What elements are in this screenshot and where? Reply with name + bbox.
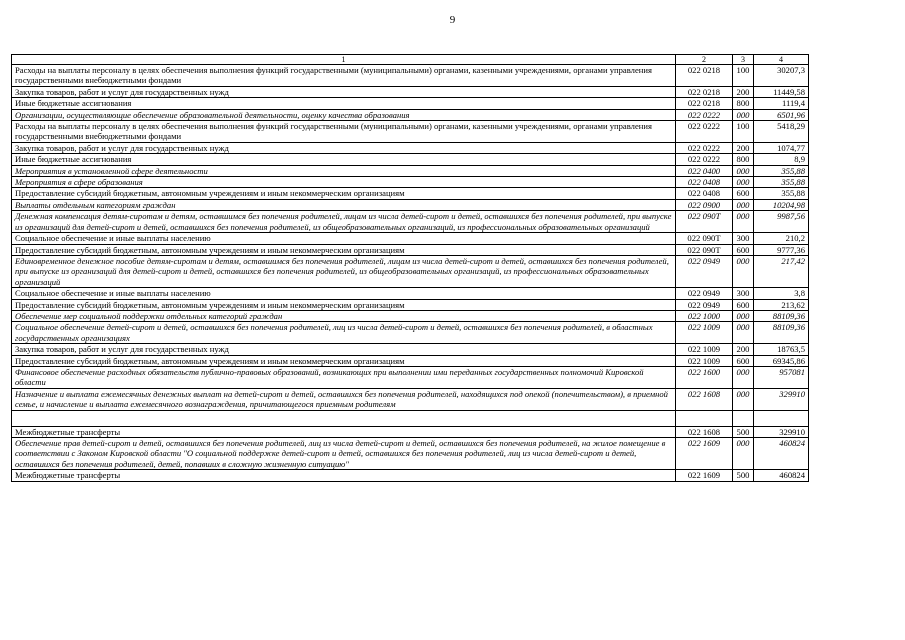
table-row xyxy=(12,65,809,87)
table-row xyxy=(12,255,809,287)
row-type-cell: 500 xyxy=(733,426,754,437)
row-code-cell: 022 1009 xyxy=(676,355,733,366)
row-amount-cell: 355,88 xyxy=(754,188,809,199)
row-name-cell: Закупка товаров, работ и услуг для государственных нужд xyxy=(12,344,676,355)
table-row xyxy=(12,288,809,299)
row-type-cell: 000 xyxy=(733,366,754,388)
row-name-cell: Межбюджетные трансферты xyxy=(12,426,676,437)
row-code-cell: 022 0222 xyxy=(676,154,733,165)
table-row xyxy=(12,233,809,244)
row-amount-cell: 210,2 xyxy=(754,233,809,244)
row-amount-cell: 213,62 xyxy=(754,299,809,310)
row-type-cell: 100 xyxy=(733,65,754,87)
table-row xyxy=(12,426,809,437)
table-row xyxy=(12,109,809,120)
row-code-cell: 022 0400 xyxy=(676,165,733,176)
row-amount-cell: 1074,77 xyxy=(754,142,809,153)
row-name-cell: Организации, осуществляющие обеспечение образовательной деятельности, оценку качества образования xyxy=(12,109,676,120)
table-body xyxy=(12,65,809,482)
row-type-cell: 200 xyxy=(733,142,754,153)
row-type-cell: 300 xyxy=(733,288,754,299)
row-amount-cell: 217,42 xyxy=(754,255,809,287)
row-code-cell: 022 090Т xyxy=(676,211,733,233)
row-code-cell: 022 0218 xyxy=(676,65,733,87)
row-name-cell: Расходы на выплаты персоналу в целях обеспечения выполнения функций государственными (муниципальными) органами, казенными учреждениями, органами управления государственными внебюджетными фондами xyxy=(12,65,676,87)
row-amount-cell: 460824 xyxy=(754,470,809,481)
column-header-name: 1 xyxy=(12,55,676,65)
row-type-cell: 600 xyxy=(733,188,754,199)
row-code-cell: 022 0218 xyxy=(676,86,733,97)
row-type-cell: 000 xyxy=(733,109,754,120)
row-code-cell: 022 0222 xyxy=(676,142,733,153)
table-row xyxy=(12,438,809,470)
row-amount-cell: 6501,96 xyxy=(754,109,809,120)
table-row xyxy=(12,165,809,176)
row-code-cell: 022 1608 xyxy=(676,426,733,437)
spacer-cell xyxy=(12,410,676,426)
row-name-cell: Мероприятия в сфере образования xyxy=(12,177,676,188)
row-name-cell: Денежная компенсация детям-сиротам и детям, оставшимся без попечения родителей, лицам из числа детей-сирот и детей, оставшихся без попечения родителей, при выпуске из организаций для детей-сирот и детей, оставшихся без попечения родителей, из общеобразовательных организаций, из профессиональных образовательных организаций xyxy=(12,211,676,233)
row-code-cell: 022 0408 xyxy=(676,177,733,188)
row-code-cell: 022 0949 xyxy=(676,255,733,287)
spacer-cell xyxy=(676,410,733,426)
row-type-cell: 800 xyxy=(733,98,754,109)
row-type-cell: 000 xyxy=(733,322,754,344)
row-amount-cell: 18763,5 xyxy=(754,344,809,355)
row-type-cell: 200 xyxy=(733,344,754,355)
row-code-cell: 022 1009 xyxy=(676,322,733,344)
row-amount-cell: 10204,98 xyxy=(754,199,809,210)
row-code-cell: 022 1600 xyxy=(676,366,733,388)
row-code-cell: 022 1609 xyxy=(676,470,733,481)
row-amount-cell: 957081 xyxy=(754,366,809,388)
row-name-cell: Предоставление субсидий бюджетным, автономным учреждениям и иным некоммерческим организациям xyxy=(12,299,676,310)
row-code-cell: 022 0222 xyxy=(676,109,733,120)
row-type-cell: 600 xyxy=(733,355,754,366)
row-name-cell: Предоставление субсидий бюджетным, автономным учреждениям и иным некоммерческим организациям xyxy=(12,244,676,255)
spacer-cell xyxy=(754,410,809,426)
table-row xyxy=(12,154,809,165)
row-type-cell: 000 xyxy=(733,255,754,287)
row-type-cell: 800 xyxy=(733,154,754,165)
row-code-cell: 022 1009 xyxy=(676,344,733,355)
row-name-cell: Социальное обеспечение и иные выплаты населению xyxy=(12,233,676,244)
row-amount-cell: 329910 xyxy=(754,388,809,410)
row-type-cell: 600 xyxy=(733,299,754,310)
spacer-row xyxy=(12,410,809,426)
row-amount-cell: 1119,4 xyxy=(754,98,809,109)
table-row xyxy=(12,388,809,410)
row-amount-cell: 69345,86 xyxy=(754,355,809,366)
table-row xyxy=(12,244,809,255)
row-code-cell: 022 0408 xyxy=(676,188,733,199)
table-row xyxy=(12,355,809,366)
row-amount-cell: 11449,58 xyxy=(754,86,809,97)
row-code-cell: 022 0218 xyxy=(676,98,733,109)
row-amount-cell: 460824 xyxy=(754,438,809,470)
row-name-cell: Предоставление субсидий бюджетным, автономным учреждениям и иным некоммерческим организациям xyxy=(12,188,676,199)
spacer-cell xyxy=(733,410,754,426)
row-amount-cell: 9777,36 xyxy=(754,244,809,255)
row-type-cell: 000 xyxy=(733,177,754,188)
row-amount-cell: 9987,56 xyxy=(754,211,809,233)
row-name-cell: Расходы на выплаты персоналу в целях обеспечения выполнения функций государственными (муниципальными) органами, казенными учреждениями, органами управления государственными внебюджетными фондами xyxy=(12,121,676,143)
table-row xyxy=(12,188,809,199)
row-type-cell: 500 xyxy=(733,470,754,481)
table-row xyxy=(12,211,809,233)
row-amount-cell: 355,88 xyxy=(754,177,809,188)
row-code-cell: 022 0900 xyxy=(676,199,733,210)
row-name-cell: Иные бюджетные ассигнования xyxy=(12,98,676,109)
column-header-amount: 4 xyxy=(754,55,809,65)
row-code-cell: 022 1608 xyxy=(676,388,733,410)
row-amount-cell: 88109,36 xyxy=(754,322,809,344)
row-name-cell: Назначение и выплата ежемесячных денежных выплат на детей-сирот и детей, оставшихся без попечения родителей, находящихся под опекой (попечительством), в приемной семье, и начисление и выплата ежемесячного вознаграждения, причитающегося приемным родителям xyxy=(12,388,676,410)
row-type-cell: 000 xyxy=(733,165,754,176)
row-name-cell: Обеспечение мер социальной поддержки отдельных категорий граждан xyxy=(12,310,676,321)
row-name-cell: Закупка товаров, работ и услуг для государственных нужд xyxy=(12,142,676,153)
page-number: 9 xyxy=(449,14,456,26)
row-code-cell: 022 1609 xyxy=(676,438,733,470)
row-name-cell: Иные бюджетные ассигнования xyxy=(12,154,676,165)
row-amount-cell: 329910 xyxy=(754,426,809,437)
table-header-row xyxy=(12,55,809,65)
row-type-cell: 600 xyxy=(733,244,754,255)
row-code-cell: 022 1000 xyxy=(676,310,733,321)
row-code-cell: 022 090Т xyxy=(676,233,733,244)
table-row xyxy=(12,142,809,153)
table-row xyxy=(12,86,809,97)
row-name-cell: Закупка товаров, работ и услуг для государственных нужд xyxy=(12,86,676,97)
row-amount-cell: 3,8 xyxy=(754,288,809,299)
row-code-cell: 022 0949 xyxy=(676,288,733,299)
row-name-cell: Мероприятия в установленной сфере деятельности xyxy=(12,165,676,176)
budget-table xyxy=(11,54,809,482)
row-code-cell: 022 090Т xyxy=(676,244,733,255)
row-name-cell: Выплаты отдельным категориям граждан xyxy=(12,199,676,210)
row-name-cell: Обеспечение прав детей-сирот и детей, оставшихся без попечения родителей, лиц из числа детей-сирот и детей, оставшихся без попечения родителей, на жилое помещение в соответствии с Законом Кировской области "О социальной поддержке детей-сирот и детей, оставшихся без попечения родителей, лиц из числа детей-сирот и детей, оставшихся без попечения родителей, детей, попавших в сложную жизненную ситуацию" xyxy=(12,438,676,470)
row-code-cell: 022 0222 xyxy=(676,121,733,143)
row-type-cell: 300 xyxy=(733,233,754,244)
row-type-cell: 100 xyxy=(733,121,754,143)
column-header-code: 2 xyxy=(676,55,733,65)
row-type-cell: 000 xyxy=(733,438,754,470)
table-row xyxy=(12,199,809,210)
table-row xyxy=(12,310,809,321)
table-row xyxy=(12,121,809,143)
row-amount-cell: 30207,3 xyxy=(754,65,809,87)
row-amount-cell: 8,9 xyxy=(754,154,809,165)
row-name-cell: Финансовое обеспечение расходных обязательств публично-правовых образований, возникающих при выполнении ими переданных государственных полномочий Кировской области xyxy=(12,366,676,388)
row-type-cell: 200 xyxy=(733,86,754,97)
row-name-cell: Единовременное денежное пособие детям-сиротам и детям, оставшимся без попечения родителей, лицам из числа детей-сирот и детей, оставшихся без попечения родителей, при выпуске из организаций для детей-сирот и детей, оставшихся без попечения родителей, из общеобразовательных организаций, из профессиональных образовательных организаций xyxy=(12,255,676,287)
table-row xyxy=(12,322,809,344)
row-name-cell: Социальное обеспечение детей-сирот и детей, оставшихся без попечения родителей, лиц из числа детей-сирот и детей, оставшихся без попечения родителей, в областных государственных организациях xyxy=(12,322,676,344)
row-type-cell: 000 xyxy=(733,388,754,410)
row-type-cell: 000 xyxy=(733,310,754,321)
table-row xyxy=(12,470,809,481)
table-row xyxy=(12,98,809,109)
row-name-cell: Предоставление субсидий бюджетным, автономным учреждениям и иным некоммерческим организациям xyxy=(12,355,676,366)
table-row xyxy=(12,344,809,355)
row-amount-cell: 88109,36 xyxy=(754,310,809,321)
table-row xyxy=(12,177,809,188)
row-name-cell: Социальное обеспечение и иные выплаты населению xyxy=(12,288,676,299)
row-type-cell: 000 xyxy=(733,211,754,233)
table-row xyxy=(12,366,809,388)
row-amount-cell: 355,88 xyxy=(754,165,809,176)
row-amount-cell: 5418,29 xyxy=(754,121,809,143)
column-header-type: 3 xyxy=(733,55,754,65)
row-code-cell: 022 0949 xyxy=(676,299,733,310)
row-name-cell: Межбюджетные трансферты xyxy=(12,470,676,481)
row-type-cell: 000 xyxy=(733,199,754,210)
table-row xyxy=(12,299,809,310)
